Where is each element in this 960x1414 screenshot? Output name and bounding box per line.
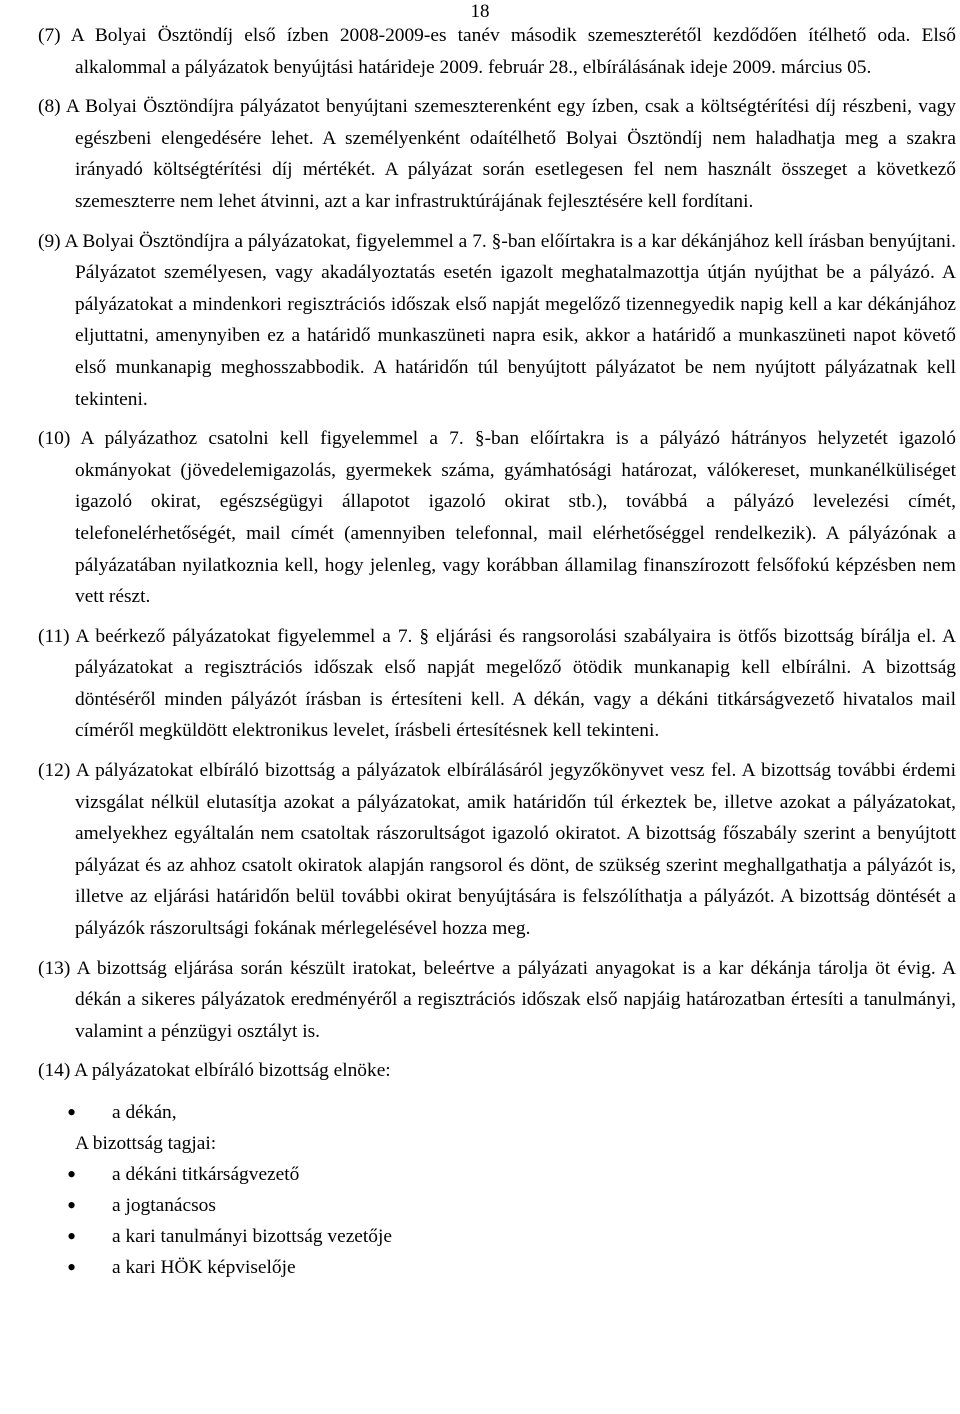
paragraph-10: (10) A pályázathoz csatolni kell figyelemmel a 7. §-ban előírtakra is a pályázó hátrányos helyzetét igazoló okmányokat (jövedelemigazolás, gyermekek száma, gyámhatósági határozat, válókereset, munkanélküliséget igazoló okirat, egészségügyi állapotot igazoló okirat stb.), továbbá a pályázó levelezési címét, telefonelérhetőségét, mail címét (amennyiben telefonnal, mail elérhetőséggel rendelkezik). A pályázónak a pályázatában nyilatkoznia kell, hogy jelenleg, vagy korábban államilag finanszírozott felsőfokú képzésben nem vett részt. <box>38 428 956 608</box>
document-body <box>38 20 956 1283</box>
chair-list <box>38 1097 956 1128</box>
members-heading: A bizottság tagjai: <box>75 1133 217 1154</box>
list-item: • a dékáni titkárságvezető <box>38 1159 956 1190</box>
paragraph-14: (14) A pályázatokat elbíráló bizottság elnöke: <box>38 1060 391 1082</box>
list-item: • a kari tanulmányi bizottság vezetője <box>38 1221 956 1252</box>
paragraph-7: (7) A Bolyai Ösztöndíj első ízben 2008-2009-es tanév második szemeszterétől kezdődően ítélhető oda. Első alkalommal a pályázatok benyújtási határideje 2009. február 28., elbírálásának ideje 2009. március 05. <box>38 25 956 78</box>
page-number: 18 <box>470 1 490 22</box>
paragraph-11: (11) A beérkező pályázatokat figyelemmel a 7. § eljárási és rangsorolási szabályaira is ötfős bizottság bírálja el. A pályázatokat a regisztrációs időszak első napját megelőző ötödik munkanapig kell elbírálni. A bizottság döntéséről minden pályázót írásban is értesíteni kell. A dékán, vagy a dékáni titkárságvezető hivatalos mail címéről megküldött elektronikus levelet, írásbeli értesítésnek kell tekinteni. <box>38 625 956 742</box>
list-item: • a dékán, <box>38 1097 956 1128</box>
paragraph-13: (13) A bizottság eljárása során készült iratokat, beleértve a pályázati anyagokat is a kar dékánja tárolja öt évig. A dékán a sikeres pályázatok eredményéről a regisztrációs időszak első napjáig határozatban értesíti a tanulmányi, valamint a pénzügyi osztályt is. <box>38 957 956 1042</box>
paragraph-9: (9) A Bolyai Ösztöndíjra a pályázatokat, figyelemmel a 7. §-ban előírtakra is a kar dékánjához kell írásban benyújtani. Pályázatot személyesen, vagy akadályoztatás esetén igazolt meghatalmazottja útján nyújthat be a pályázó. A pályázatokat a mindenkori regisztrációs időszak első napját megelőző tizennegyedik napig kell a kar dékánjához eljuttatni, amenynyiben ez a határidő munkaszüneti napra esik, akkor a határidő a munkaszüneti napot követő első munkanapig meghosszabbodik. A határidőn túl benyújtott pályázatot be nem nyújtott pályázatnak kell tekinteni. <box>38 230 956 410</box>
paragraph-8: (8) A Bolyai Ösztöndíjra pályázatot benyújtani szemeszterenként egy ízben, csak a költségtérítési díj részbeni, vagy egészbeni elengedésére lehet. A személyenként odaítélhető Bolyai Ösztöndíj nem haladhatja meg a szakra irányadó költségtérítési díj mértékét. A pályázat során esetlegesen fel nem használt összeget a következő szemeszterre nem lehet átvinni, azt a kar infrastruktúrájának fejlesztésére kell fordítani. <box>38 96 956 212</box>
members-list <box>38 1159 956 1283</box>
list-item: • a kari HÖK képviselője <box>38 1252 956 1283</box>
list-item: • a jogtanácsos <box>38 1190 956 1221</box>
paragraph-12: (12) A pályázatokat elbíráló bizottság a pályázatok elbírálásáról jegyzőkönyvet vesz fel. A bizottság további érdemi vizsgálat nélkül elutasítja azokat a pályázatokat, amik határidőn túl érkeztek be, illetve azokat a pályázatokat, amelyekhez egyáltalán nem csatoltak rászorultságot igazoló okiratot. A bizottság főszabály szerint a benyújtott pályázat és az ahhoz csatolt okiratok alapján rangsorol és dönt, de szükség szerint meghallgathatja a pályázót is, illetve az eljárási határidőn belül további okirat benyújtására is felszólíthatja a pályázót. A bizottság döntését a pályázók rászorultsági fokának mérlegelésével hozza meg. <box>38 760 956 940</box>
